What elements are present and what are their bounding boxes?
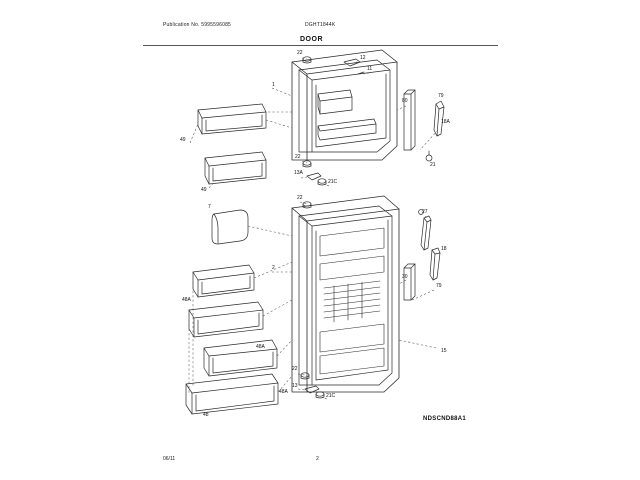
callout-13: 13 — [292, 383, 298, 389]
callout-18A: 18A — [441, 119, 450, 125]
callout-49-upper: 49 — [180, 137, 186, 143]
callout-27: 27 — [422, 209, 428, 215]
callout-11: 11 — [367, 66, 373, 72]
callout-2: 2 — [272, 265, 275, 271]
callout-48A-3: 48A — [279, 389, 288, 395]
callout-13A: 13A — [294, 170, 303, 176]
footer-date: 06/11 — [163, 456, 176, 462]
freezer-door-rail — [318, 119, 376, 140]
callout-79-lower: 79 — [436, 283, 442, 289]
door-bin-48A-3 — [204, 340, 277, 376]
callout-21C-upper: 21C — [328, 179, 338, 185]
callout-22: 22 — [297, 50, 303, 56]
lower-hinge-assembly — [404, 210, 440, 300]
callout-21C-lower: 21C — [326, 393, 336, 399]
freezer-door-inner-liner — [299, 60, 390, 152]
callout-80: 80 — [402, 98, 408, 104]
model-number: DGHT1844K — [305, 22, 336, 28]
callout-79-upper: 79 — [438, 93, 444, 99]
callout-22-b: 22 — [295, 154, 301, 160]
callout-49-lower: 49 — [201, 187, 207, 193]
upper-hinge-assembly — [404, 90, 444, 161]
callout-15: 15 — [441, 348, 447, 354]
callout-21: 21 — [430, 162, 436, 168]
freezer-door-bin-upper — [198, 104, 266, 134]
door-liner-detail — [320, 228, 384, 374]
freezer-door-shelf — [318, 90, 352, 114]
page-title: DOOR — [300, 36, 323, 43]
screw-22-lower-top — [303, 202, 311, 208]
callout-12: 12 — [360, 55, 366, 61]
callout-48A-2: 48A — [256, 344, 265, 350]
screw-22-upper-lower — [303, 161, 311, 167]
screw-22-lower-bottom — [301, 373, 309, 379]
callout-18: 18 — [441, 246, 447, 252]
callout-1: 1 — [272, 82, 275, 88]
refrigerator-door-outer-panel — [292, 196, 399, 392]
door-bin-48A-1 — [193, 265, 254, 297]
callout-48A-1: 48A — [182, 297, 191, 303]
callout-30: 30 — [402, 274, 408, 280]
leader-lines — [189, 58, 438, 399]
part-13A — [307, 173, 321, 180]
freezer-door-bin-lower — [205, 152, 266, 184]
door-bin-48 — [186, 374, 278, 414]
door-bin-48A-2 — [189, 302, 263, 337]
callout-22-c: 22 — [297, 195, 303, 201]
callout-22-d: 22 — [292, 366, 298, 372]
dairy-compartment-7 — [212, 210, 248, 244]
callout-7: 7 — [208, 204, 211, 210]
footer-page-number: 2 — [316, 456, 319, 462]
diagram-code: NDSCND88A1 — [423, 416, 467, 422]
callout-48: 48 — [203, 412, 209, 418]
publication-number: Publication No. 5995596085 — [163, 22, 232, 28]
